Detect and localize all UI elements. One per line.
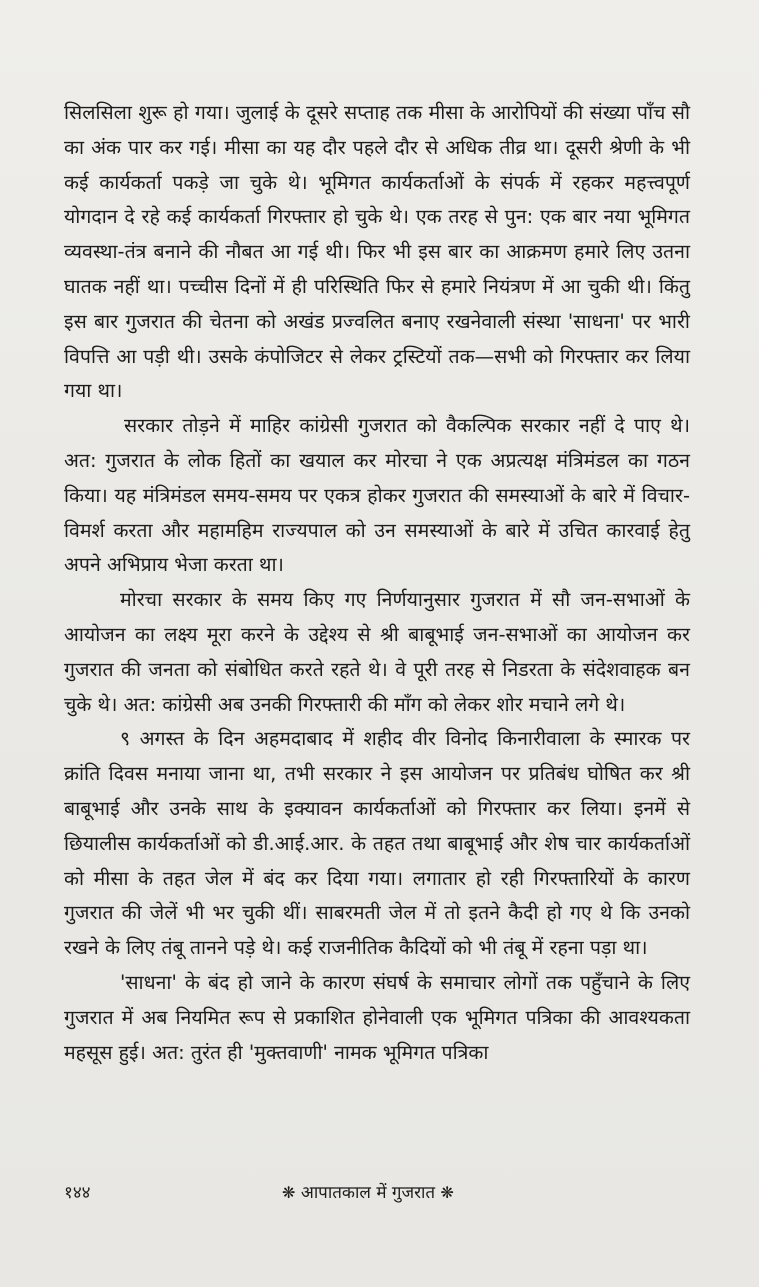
paragraph-4: ९ अगस्त के दिन अहमदाबाद में शहीद वीर विनोद किनारीवाला के स्मारक पर क्रांति दिवस मनाया जाना था, तभी सरकार ने इस आयोजन पर प्रतिबंध घोषित कर श्री बाबूभाई और उनके साथ के इक्यावन कार्यकर्ताओं को गिरफ्तार कर लिया। इनमें से छियालीस कार्यकर्ताओं को डी.आई.आर. के तहत तथा बाबूभाई और शेष चार कार्यकर्ताओं को मीसा के तहत जेल में बंद कर दिया गया। लगातार हो रही गिरफ्तारियों के कारण गुजरात की जेलें भी भर चुकी थीं। साबरमती जेल में तो इतने कैदी हो गए थे कि उनको रखने के लिए तंबू तानने पड़े थे। कई राजनीतिक कैदियों को भी तंबू में रहना पड़ा था। bbox=[64, 727, 690, 960]
star-ornament-left-icon: ❋ bbox=[282, 1183, 296, 1202]
body-text bbox=[64, 96, 690, 1070]
page-number: १४४ bbox=[64, 1183, 91, 1203]
star-ornament-right-icon: ❋ bbox=[440, 1183, 454, 1202]
paragraph-5: 'साधना' के बंद हो जाने के कारण संघर्ष के समाचार लोगों तक पहुँचाने के लिए गुजरात में अब नियमित रूप से प्रकाशित होनेवाली एक भूमिगत पत्रिका की आवश्यकता महसूस हुई। अत: तुरंत ही 'मुक्तवाणी' नामक भूमिगत पत्रिका bbox=[64, 970, 690, 1064]
paragraph-1: सिलसिला शुरू हो गया। जुलाई के दूसरे सप्ताह तक मीसा के आरोपियों की संख्या पाँच सौ का अंक पार कर गई। मीसा का यह दौर पहले दौर से अधिक तीव्र था। दूसरी श्रेणी के भी कई कार्यकर्ता पकड़े जा चुके थे। भूमिगत कार्यकर्ताओं के संपर्क में रहकर महत्त्वपूर्ण योगदान दे रहे कई कार्यकर्ता गिरफ्तार हो चुके थे। एक तरह से पुन: एक बार नया भूमिगत व्यवस्था-तंत्र बनाने की नौबत आ गई थी। फिर भी इस बार का आक्रमण हमारे लिए उतना घातक नहीं था। पच्चीस दिनों में ही परिस्थिति फिर से हमारे नियंत्रण में आ चुकी थी। किंतु इस बार गुजरात की चेतना को अखंड प्रज्वलित बनाए रखनेवाली संस्था 'साधना' पर भारी विपत्ति आ पड़ी थी। उसके कंपोजिटर से लेकर ट्रस्टियों तक—सभी को गिरफ्तार कर लिया गया था। bbox=[64, 101, 690, 403]
running-title bbox=[282, 1180, 454, 1203]
paragraph-2: सरकार तोड़ने में माहिर कांग्रेसी गुजरात को वैकल्पिक सरकार नहीं दे पाए थे। अत: गुजरात के लोक हितों का खयाल कर मोरचा ने एक अप्रत्यक्ष मंत्रिमंडल का गठन किया। यह मंत्रिमंडल समय-समय पर एकत्र होकर गुजरात की समस्याओं के बारे में विचार-विमर्श करता और महामहिम राज्यपाल को उन समस्याओं के बारे में उचित कारवाई हेतु अपने अभिप्राय भेजा करता था। bbox=[64, 414, 690, 577]
page-footer bbox=[64, 1180, 690, 1210]
running-title-text: आपातकाल में गुजरात bbox=[300, 1183, 436, 1203]
paragraph-3: मोरचा सरकार के समय किए गए निर्णयानुसार गुजरात में सौ जन-सभाओं के आयोजन का लक्ष्य मूरा करने के उद्देश्य से श्री बाबूभाई जन-सभाओं का आयोजन कर गुजरात की जनता को संबोधित करते रहते थे। वे पूरी तरह से निडरता के संदेशवाहक बन चुके थे। अत: कांग्रेसी अब उनकी गिरफ्तारी की माँग को लेकर शोर मचाने लगे थे। bbox=[64, 588, 690, 716]
